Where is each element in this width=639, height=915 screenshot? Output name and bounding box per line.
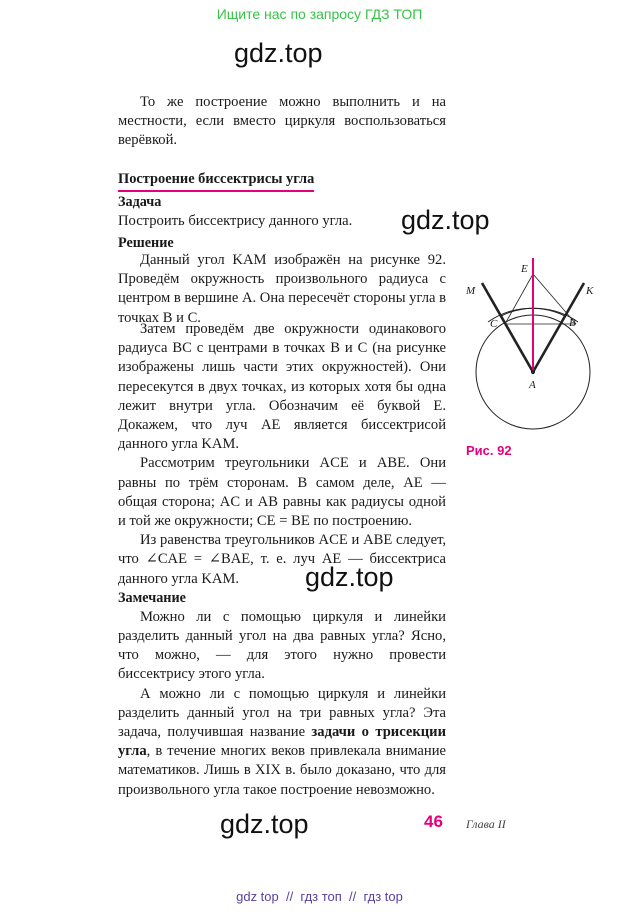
watermark-middle: gdz.top bbox=[305, 562, 394, 592]
point-a bbox=[531, 370, 535, 374]
watermark-right: gdz.top bbox=[401, 205, 490, 235]
remark-paragraph-2 bbox=[118, 685, 446, 800]
task-text: Построить биссектрису данного угла. bbox=[118, 213, 353, 229]
ray-ak bbox=[533, 283, 584, 372]
intro-block bbox=[118, 93, 446, 151]
label-b: B bbox=[569, 317, 576, 329]
watermark-bottom: gdz.top bbox=[220, 809, 309, 839]
label-e: E bbox=[521, 263, 528, 275]
solution-paragraph-1: Данный угол KAM изображён на рисунке 92. Проведём окружность произвольного радиуса с центром в вершине A. Она пересечёт стороны угла в точках B и C. bbox=[118, 252, 446, 326]
top-banner[interactable]: Ищите нас по запросу ГДЗ ТОП bbox=[216, 6, 423, 22]
solution-p1-block bbox=[118, 251, 446, 328]
remark-text-before: А можно ли с помощью циркуля и линейки разделить данный угол на три равных угла? Эта задача, получившая название bbox=[118, 685, 446, 741]
remark-bold-term: задачи о трисекции угла bbox=[118, 724, 446, 760]
solution-paragraph-3: Рассмотрим треугольники ACE и ABE. Они равны по трём сторонам. В самом деле, AE — общая сторона; AC и AB равны как радиусы одной и той же окружности; CE = BE по построению. bbox=[118, 455, 446, 530]
watermark-top: gdz.top bbox=[234, 38, 323, 68]
solution-label: Решение bbox=[118, 235, 174, 252]
remark-text-after: , в течение многих веков привлекала внимание математиков. Лишь в XIX в. было доказано, что для произвольного угла такое построение невозможно. bbox=[118, 743, 446, 798]
remark-label: Замечание bbox=[118, 589, 186, 606]
section-heading-wrap bbox=[118, 169, 314, 192]
remark-paragraph-1: Можно ли с помощью циркуля и линейки разделить данный угол на два равных угла? Ясно, что можно, — для этого нужно провести биссектрису этого угла. bbox=[118, 608, 446, 683]
label-a: A bbox=[529, 379, 536, 391]
footer-links[interactable]: gdz top // гдз топ // гдз top bbox=[236, 889, 403, 904]
label-c: C bbox=[490, 318, 498, 330]
page-number: 46 bbox=[424, 812, 443, 831]
solution-paragraph-4: Из равенства треугольников ACE и ABE следует, что ∠CAE = ∠BAE, т. е. луч AE — биссектриса данного угла KAM. bbox=[118, 532, 446, 587]
label-k: K bbox=[586, 285, 594, 297]
intro-paragraph: То же построение можно выполнить и на местности, если вместо циркуля воспользоваться верёвкой. bbox=[118, 94, 446, 149]
task-label: Задача bbox=[118, 194, 162, 210]
solution-paragraph-2: Затем проведём две окружности одинакового радиуса BC с центрами в точках B и C (на рисунке изображены лишь части этих окружностей). Они пересекутся в двух точках, из которых хотя бы одна лежит внутри угла. Обозначим её буквой E. Докажем, что луч AE является биссектрисой данного угла KAM. bbox=[118, 321, 446, 453]
label-m: M bbox=[466, 285, 476, 297]
chapter-label: Глава II bbox=[466, 817, 506, 831]
task-block bbox=[118, 193, 408, 253]
figure-92 bbox=[460, 250, 610, 450]
section-heading: Построение биссектрисы угла bbox=[118, 169, 314, 192]
figure-caption: Рис. 92 bbox=[466, 443, 512, 458]
solution-rest-block bbox=[118, 320, 446, 800]
